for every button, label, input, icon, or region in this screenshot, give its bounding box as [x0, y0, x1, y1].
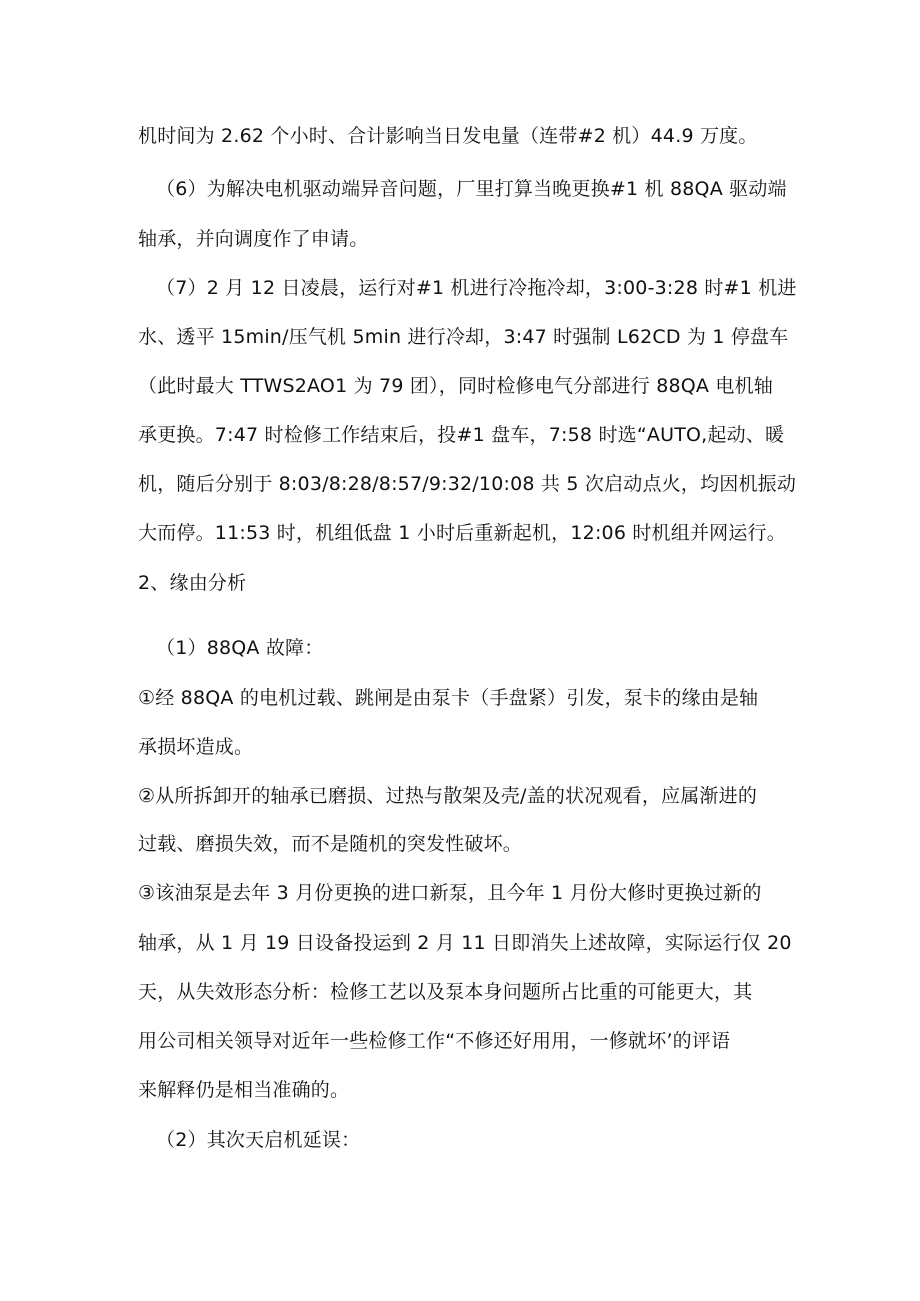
- text-line: ②从所拆卸开的轴承已磨损、过热与散架及壳/盖的状况观看，应属渐进的: [138, 785, 758, 807]
- text-line: 轴承，并向调度作了申请。: [138, 228, 369, 250]
- text-line: ①经 88QA 的电机过载、跳闸是由泵卡（手盘紧）引发，泵卡的缘由是轴: [138, 687, 759, 709]
- text-line: 轴承，从 1 月 19 日设备投运到 2 月 11 日即消失上述故障，实际运行仅 20: [138, 932, 792, 954]
- text-line: 过载、磨损失效，而不是随机的突发性破坏。: [138, 833, 523, 855]
- text-line: 机，随后分别于 8:03/8:28/8:57/9:32/10:08 共 5 次启动点火，均因机振动: [138, 473, 797, 495]
- text-line: （6）为解决电机驱动端异音问题，厂里打算当晚更换#1 机 88QA 驱动端: [156, 178, 787, 200]
- text-line: 来解释仍是相当准确的。: [138, 1079, 350, 1101]
- section-heading: 2、缘由分析: [138, 572, 247, 594]
- text-line: 机时间为 2.62 个小时、合计影响当日发电量（连带#2 机）44.9 万度。: [138, 125, 758, 147]
- subsection-heading: （1）88QA 故障：: [156, 637, 324, 659]
- text-line: ③该油泵是去年 3 月份更换的进口新泵，且今年 1 月份大修时更换过新的: [138, 882, 762, 904]
- text-line: 承更换。7:47 时检修工作结束后，投#1 盘车，7:58 时选“AUTO,起动、暖: [138, 424, 785, 446]
- text-line: 用公司相关领导对近年一些检修工作“不修还好用用，一修就坏’的评语: [138, 1030, 731, 1052]
- text-line: 天，从失效形态分析：检修工艺以及泵本身问题所占比重的可能更大，其: [138, 981, 753, 1003]
- text-line: 承损坏造成。: [138, 736, 254, 758]
- text-line: （7）2 月 12 日凌晨，运行对#1 机进行冷拖冷却，3:00-3:28 时#1 机进: [156, 277, 797, 299]
- text-line: 水、透平 15min/压气机 5min 进行冷却，3:47 时强制 L62CD 为 1 停盘车: [138, 326, 789, 348]
- text-line: （此时最大 TTWS2AO1 为 79 团），同时检修电气分部进行 88QA 电机轴: [138, 375, 773, 397]
- subsection-heading: （2）其次天启机延误：: [156, 1129, 361, 1151]
- text-line: 大而停。11:53 时，机组低盘 1 小时后重新起机，12:06 时机组并网运行。: [138, 522, 786, 544]
